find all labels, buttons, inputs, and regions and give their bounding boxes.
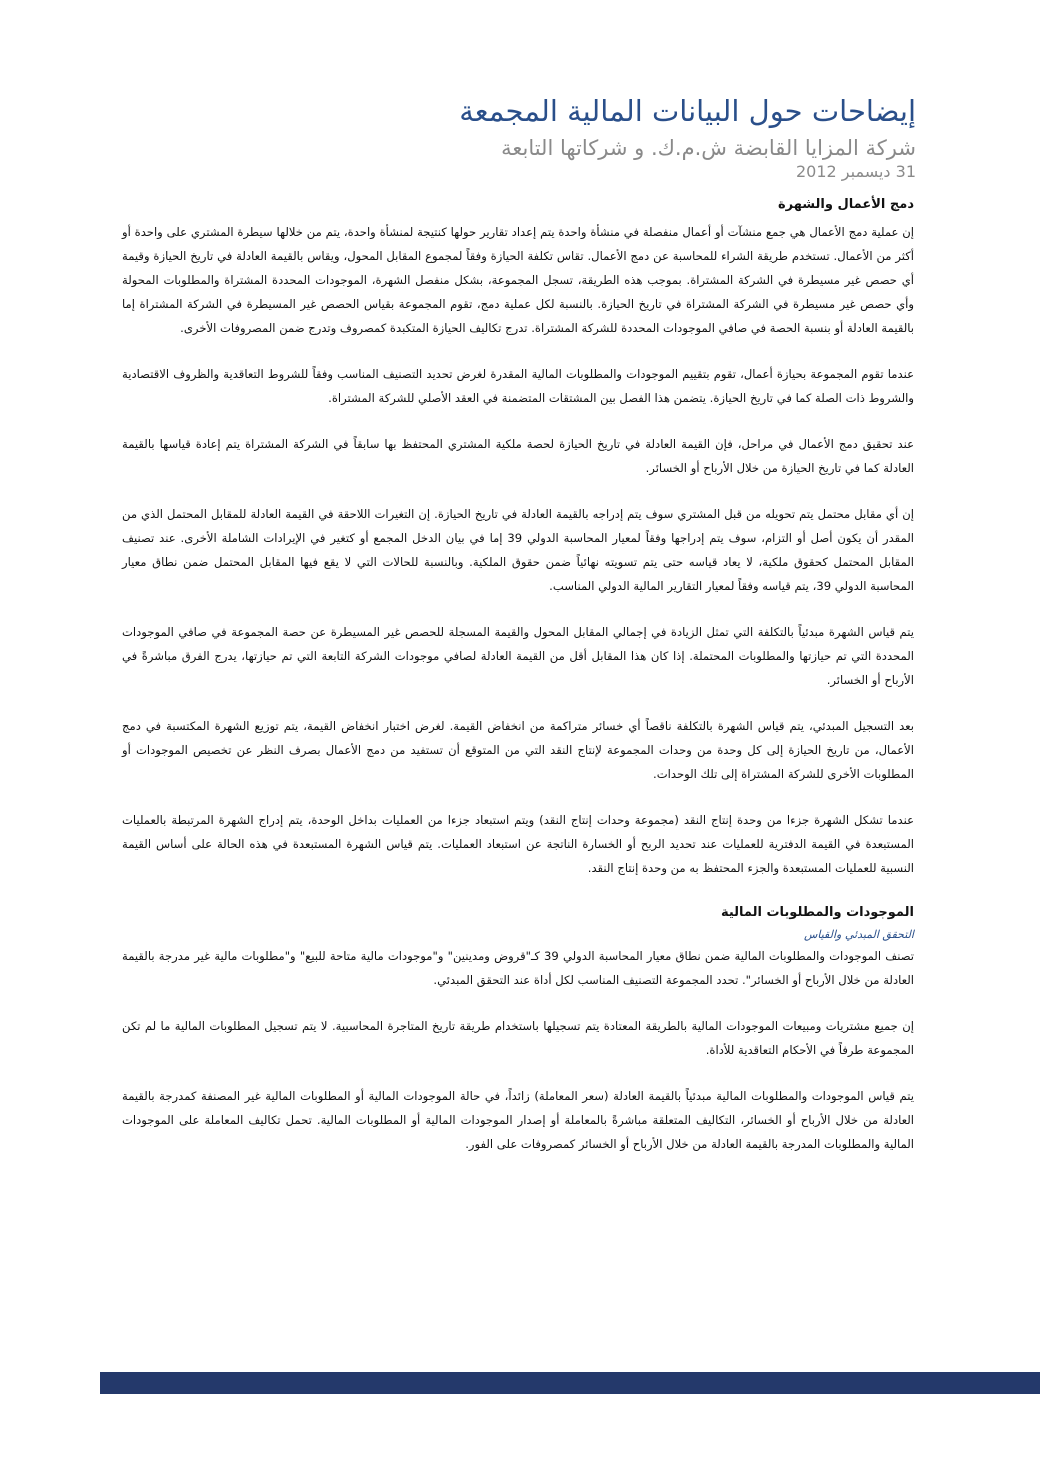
- paragraph: إن عملية دمج الأعمال هي جمع منشآت أو أعمال منفصلة في منشأة واحدة يتم إعداد تقارير حولها كنتيجة لمنشأة واحدة، يتم من خلالها سيطرة المشتري على واحدة أو أكثر من الأعمال. تستخدم طريقة الشراء للمحاسبة عن دمج الأعمال. تقاس تكلفة الحيازة وفقاً لمجموع المقابل المحول، ويقاس بالقيمة العادلة في تاريخ الحيازة وقيمة أي حصص غير مسيطرة في الشركة المشتراة. بموجب هذه الطريقة، تسجل المجموعة، بشكل منفصل الشهرة، الموجودات المحددة المشتراة والمطلوبات المحولة وأي حصص غير مسيطرة في الشركة المشتراة في تاريخ الحيازة. بالنسبة لكل عملية دمج، تقوم المجموعة بقياس الحصص غير المسيطرة في الشركة المشتراة إما بالقيمة العادلة أو بنسبة الحصة في صافي الموجودات المحددة للشركة المشتراة. تدرج تكاليف الحيازة المتكبدة كمصروف وتدرج ضمن المصروفات الأخرى.: [122, 225, 914, 335]
- section-business-combination: [122, 194, 914, 880]
- paragraph: تصنف الموجودات والمطلوبات المالية ضمن نطاق معيار المحاسبة الدولي 39 كـ"قروض ومدينين" و"موجودات مالية متاحة للبيع" و"مطلوبات مالية غير مدرجة بالقيمة العادلة من خلال الأرباح أو الخسائر". تحدد المجموعة التصنيف المناسب لكل أداة عند التحقق المبدئي.: [122, 949, 914, 987]
- paragraph: عندما تقوم المجموعة بحيازة أعمال، تقوم بتقييم الموجودات والمطلوبات المالية المقدرة لغرض تحديد التصنيف المناسب وفقاً للشروط التعاقدية والظروف الاقتصادية والشروط ذات الصلة كما في تاريخ الحيازة. يتضمن هذا الفصل بين المشتقات المتضمنة في العقد الأصلي للشركة المشتراة.: [122, 367, 914, 405]
- paragraph: يتم قياس الموجودات والمطلوبات المالية مبدئياً بالقيمة العادلة (سعر المعاملة) زائداً، في حالة الموجودات المالية أو المطلوبات المالية غير المصنفة كمدرجة بالقيمة العادلة من خلال الأرباح أو الخسائر، التكاليف المتعلقة مباشرةً بالمعاملة أو إصدار الموجودات المالية أو المطلوبات المالية. تحمل تكاليف المعاملة على الموجودات المالية والمطلوبات المدرجة بالقيمة العادلة من خلال الأرباح أو الخسائر كمصروفات على الفور.: [122, 1089, 914, 1151]
- document-body: [122, 194, 914, 1178]
- paragraph: إن جميع مشتريات ومبيعات الموجودات المالية بالطريقة المعتادة يتم تسجيلها باستخدام طريقة تاريخ المتاجرة المحاسبية. لا يتم تسجيل المطلوبات المالية ما لم تكن المجموعة طرفاً في الأحكام التعاقدية للأداة.: [122, 1019, 914, 1057]
- company-name: شركة المزايا القابضة ش.م.ك. و شركاتها التابعة: [501, 136, 916, 160]
- paragraph: عندما تشكل الشهرة جزءا من وحدة إنتاج النقد (مجموعة وحدات إنتاج النقد) ويتم استبعاد جزءا من العمليات بداخل الوحدة، يتم إدراج الشهرة المرتبطة بالعمليات المستبعدة في القيمة الدفترية للعمليات عند تحديد الربح أو الخسارة الناتجة عن استبعاد العمليات. يتم قياس الشهرة المستبعدة في هذه الحالة على أساس القيمة النسبية للعمليات المستبعدة والجزء المحتفظ به من وحدة إنتاج النقد.: [122, 813, 914, 875]
- paragraph: إن أي مقابل محتمل يتم تحويله من قبل المشتري سوف يتم إدراجه بالقيمة العادلة في تاريخ الحيازة. إن التغيرات اللاحقة في القيمة العادلة للمقابل المحتمل الذي من المقدر أن يكون أصل أو التزام، سوف يتم إدراجها وفقاً لمعيار المحاسبة الدولي 39 إما في بيان الدخل المجمع أو كتغير في الإيرادات الشاملة الأخرى. عند تصنيف المقابل المحتمل كحقوق ملكية، لا يعاد قياسه حتى يتم تسويته نهائياً ضمن حقوق الملكية. وبالنسبة للحالات التي لا يقع فيها المقابل المحتمل ضمن نطاق معيار المحاسبة الدولي 39، يتم قياسه وفقاً لمعيار التقارير المالية الدولي المناسب.: [122, 507, 914, 593]
- report-date: 31 ديسمبر 2012: [795, 162, 916, 181]
- section-subheading: التحقق المبدئي والقياس: [803, 928, 914, 941]
- section-heading: الموجودات والمطلوبات المالية: [720, 905, 914, 920]
- section-financial-instruments: [122, 902, 914, 1156]
- document-title: إيضاحات حول البيانات المالية المجمعة: [459, 94, 916, 128]
- document-header: [120, 90, 916, 182]
- paragraph: يتم قياس الشهرة مبدئياً بالتكلفة التي تمثل الزيادة في إجمالي المقابل المحول والقيمة المسجلة للحصص غير المسيطرة عن حصة المجموعة في صافي الموجودات المحددة التي تم حيازتها والمطلوبات المحتملة. إذا كان هذا المقابل أقل من القيمة العادلة لصافي موجودات الشركة التابعة التي تم حيازتها، يدرج الفرق مباشرةً في الأرباح أو الخسائر.: [122, 625, 914, 687]
- section-heading: دمج الأعمال والشهرة: [777, 197, 914, 212]
- paragraph: بعد التسجيل المبدئي، يتم قياس الشهرة بالتكلفة ناقصاً أي خسائر متراكمة من انخفاض القيمة. لغرض اختبار انخفاض القيمة، يتم توزيع الشهرة المكتسبة في دمج الأعمال، من تاريخ الحيازة إلى كل وحدة من وحدات المجموعة لإنتاج النقد التي من المتوقع أن تستفيد من دمج الأعمال بصرف النظر عن تخصيص الموجودات أو المطلوبات الأخرى للشركة المشتراة إلى تلك الوحدات.: [122, 719, 914, 781]
- paragraph: عند تحقيق دمج الأعمال في مراحل، فإن القيمة العادلة في تاريخ الحيازة لحصة ملكية المشتري المحتفظ بها سابقاً في الشركة المشتراة يتم إعادة قياسها بالقيمة العادلة كما في تاريخ الحيازة من خلال الأرباح أو الخسائر.: [122, 437, 914, 475]
- footer-bar: [100, 1372, 1040, 1394]
